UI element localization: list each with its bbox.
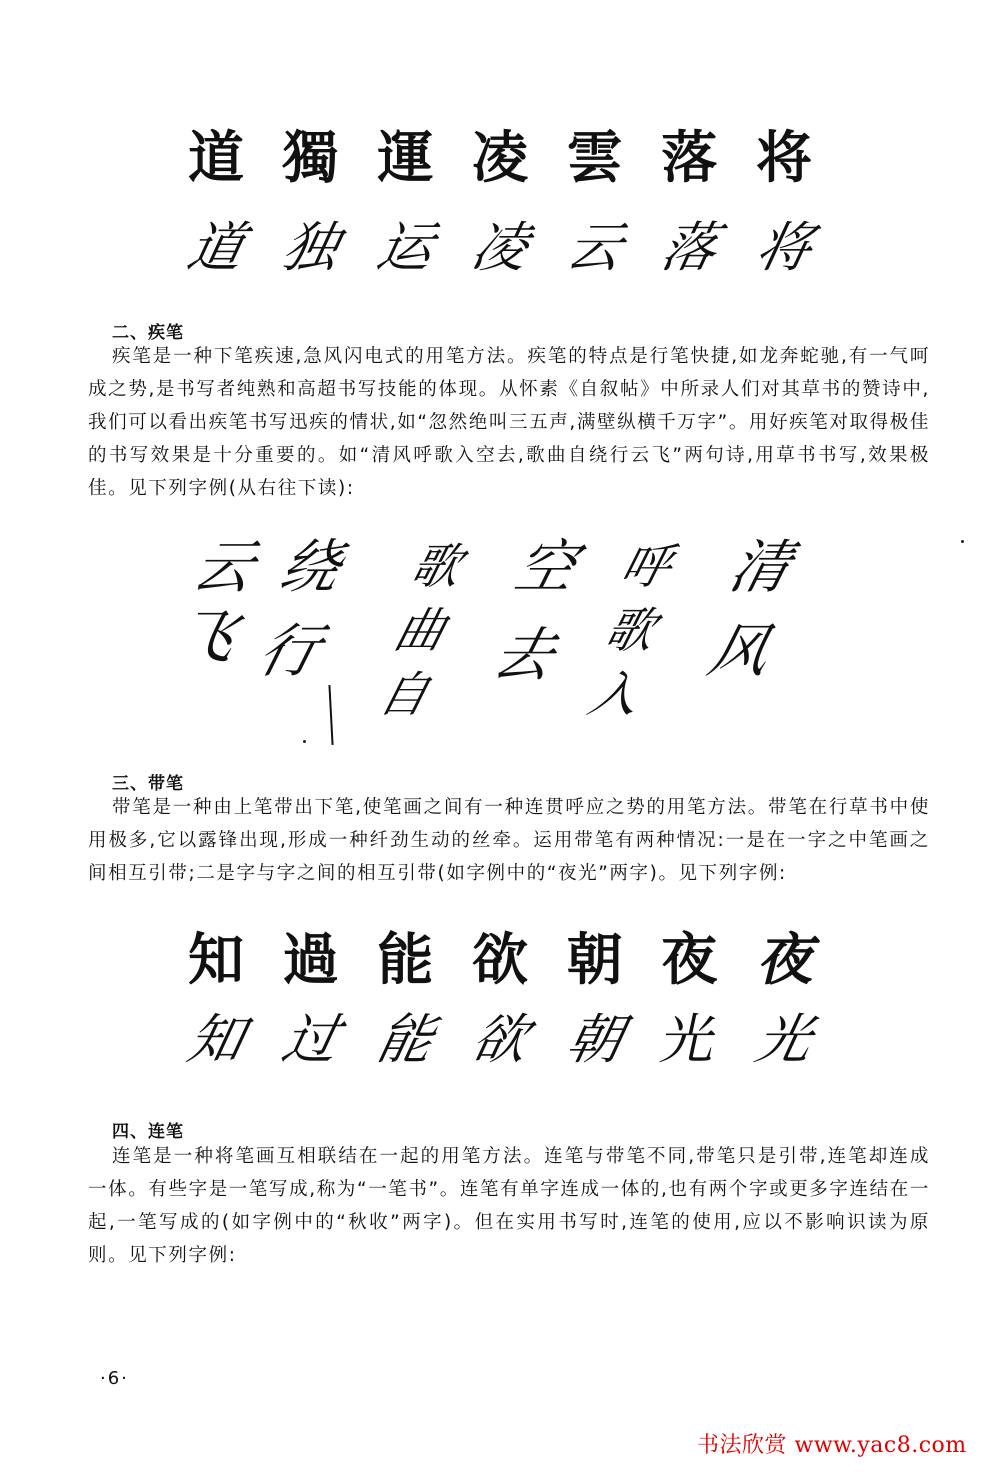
calligraphy-char: 光 xyxy=(750,1008,818,1071)
calligraphy-char: 能 xyxy=(377,927,434,993)
calligraphy-char: 云 xyxy=(561,216,629,279)
section-heading: 二、疾笔 xyxy=(112,323,184,343)
cursive-scroll-sample xyxy=(168,533,800,745)
page-number: ·6· xyxy=(100,1368,129,1389)
calligraphy-char: 凌 xyxy=(466,216,534,279)
calligraphy-char: 运 xyxy=(371,216,440,279)
cursive-char: 飞 xyxy=(168,603,244,671)
cursive-char: 去 xyxy=(486,621,562,689)
calligraphy-char: 独 xyxy=(277,216,345,279)
scroll-column xyxy=(351,535,489,727)
cursive-char: 风 xyxy=(702,617,778,685)
calligraphy-char: 知 xyxy=(182,1008,250,1071)
section-heading: 三、带笔 xyxy=(112,774,184,794)
calligraphy-char: 欲 xyxy=(466,1008,534,1071)
cursive-char: 入 xyxy=(583,667,646,723)
cursive-script-row-2 xyxy=(174,1010,827,1070)
regular-script-row-2 xyxy=(180,927,820,993)
cursive-char: 行 xyxy=(252,617,328,685)
print-speck xyxy=(961,540,964,543)
calligraphy-char: 雲 xyxy=(566,125,623,191)
calligraphy-char caoshu: 夜 xyxy=(755,927,812,993)
cursive-char: 空 xyxy=(508,533,584,601)
calligraphy-char: 落 xyxy=(661,125,718,191)
cursive-script-row-1 xyxy=(174,218,827,278)
calligraphy-char: 欲 xyxy=(471,927,528,993)
calligraphy-char: 朝 xyxy=(566,927,623,993)
cursive-char: 曲 xyxy=(389,603,451,659)
section-heading: 四、连笔 xyxy=(112,1122,184,1142)
calligraphy-char: 朝 xyxy=(561,1008,629,1071)
cursive-tail-stroke xyxy=(328,685,333,745)
calligraphy-char: 光 xyxy=(655,1008,724,1071)
scroll-column xyxy=(687,535,814,683)
calligraphy-char: 将 xyxy=(750,216,818,279)
cursive-char: 歌 xyxy=(404,539,467,595)
site-watermark: 书法欣赏 www.yac8.com xyxy=(697,1433,967,1458)
section-paragraph: 连笔是一种将笔画互相联结在一起的用笔方法。连笔与带笔不同,带笔只是引带,连笔却连成一体。有些字是一笔写成,称为“一笔书”。连笔有单字连成一体的,也有两个字或更多字连结在一起,一笔写成的(如字例中的“秋收”两字)。但在实用书写时,连笔的使用,应以不影响识读为原则。见下列字例: xyxy=(88,1146,930,1266)
calligraphy-char: 道 xyxy=(188,125,244,191)
calligraphy-char: 夜 xyxy=(661,927,718,993)
regular-script-row-1 xyxy=(180,125,820,191)
calligraphy-char: 過 xyxy=(282,927,339,993)
calligraphy-char: 獨 xyxy=(282,125,339,191)
print-speck xyxy=(303,740,306,743)
calligraphy-char: 落 xyxy=(655,216,724,279)
calligraphy-char: 将 xyxy=(755,125,812,191)
cursive-char: 云 xyxy=(186,533,262,601)
calligraphy-char: 知 xyxy=(188,927,244,993)
cursive-char: 歌 xyxy=(599,603,661,659)
cursive-char: 清 xyxy=(722,533,798,601)
cursive-char: 自 xyxy=(373,667,436,723)
section-paragraph: 带笔是一种由上笔带出下笔,使笔画之间有一种连贯呼应之势的用笔方法。带笔在行草书中使用极多,它以露锋出现,形成一种纤劲生动的丝牵。运用带笔有两种情况:一是在一字之中笔画之间相互引带;二是字与字之间的相互引带(如字例中的“夜光”两字)。见下列字例: xyxy=(88,797,930,884)
calligraphy-char: 運 xyxy=(377,125,434,191)
calligraphy-char: 过 xyxy=(277,1008,345,1071)
cursive-char: 呼 xyxy=(614,539,677,595)
calligraphy-char: 能 xyxy=(371,1008,440,1071)
cursive-char: 绕 xyxy=(272,533,348,601)
calligraphy-char: 凌 xyxy=(471,125,528,191)
calligraphy-char: 道 xyxy=(182,216,250,279)
section-paragraph: 疾笔是一种下笔疾速,急风闪电式的用笔方法。疾笔的特点是行笔快捷,如龙奔蛇驰,有一气呵成之势,是书写者纯熟和高超书写技能的体现。从怀素《自叙帖》中所录人们对其草书的赞诗中,我们可以看出疾笔书写迅疾的情状,如“忽然绝叫三五声,满壁纵横千万字”。用好疾笔对取得极佳的书写效果是十分重要的。如“清风呼歌入空去,歌曲自绕行云飞”两句诗,用草书书写,效果极佳。见下列字例(从右往下读): xyxy=(88,346,930,499)
